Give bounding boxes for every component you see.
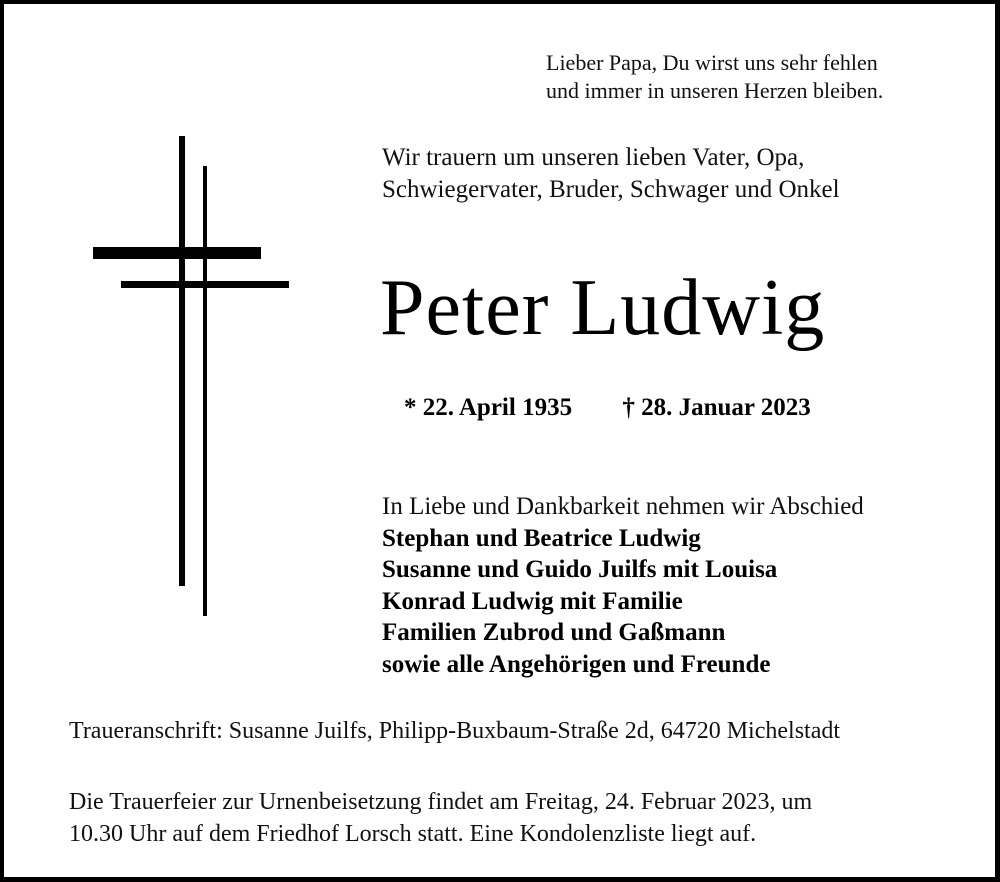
mourner-line: Konrad Ludwig mit Familie xyxy=(382,587,683,615)
mourner-line: Familien Zubrod und Gaßmann xyxy=(382,619,726,646)
birth-date: * 22. April 1935 xyxy=(404,394,573,421)
motto-line: und immer in unseren Herzen bleiben. xyxy=(546,78,884,103)
deceased-name: Peter Ludwig xyxy=(380,264,826,352)
ceremony-info xyxy=(69,786,812,850)
motto xyxy=(546,49,883,105)
farewell-lead: In Liebe und Dankbarkeit nehmen wir Abschied xyxy=(382,493,864,520)
mourner-line: Susanne und Guido Juilfs mit Louisa xyxy=(382,556,778,583)
mourning-address: Traueranschrift: Susanne Juilfs, Philipp-Buxbaum-Straße 2d, 64720 Michelstadt xyxy=(69,718,841,744)
death-date: † 28. Januar 2023 xyxy=(622,394,811,421)
motto-line: Lieber Papa, Du wirst uns sehr fehlen xyxy=(546,50,878,75)
mourner-line: Stephan und Beatrice Ludwig xyxy=(382,524,701,552)
farewell-section xyxy=(382,491,864,680)
double-cross-icon xyxy=(84,129,304,629)
mourner-line: sowie alle Angehörigen und Freunde xyxy=(382,650,771,678)
ceremony-line: Die Trauerfeier zur Urnenbeisetzung findet am Freitag, 24. Februar 2023, um xyxy=(69,789,813,815)
life-dates xyxy=(404,392,811,424)
intro-line: Wir trauern um unseren lieben Vater, Opa, xyxy=(382,144,805,171)
intro-line: Schwiegervater, Bruder, Schwager und Onkel xyxy=(382,176,840,203)
ceremony-line: 10.30 Uhr auf dem Friedhof Lorsch statt. Eine Kondolenzliste liegt auf. xyxy=(69,821,757,847)
intro-text xyxy=(382,142,840,206)
